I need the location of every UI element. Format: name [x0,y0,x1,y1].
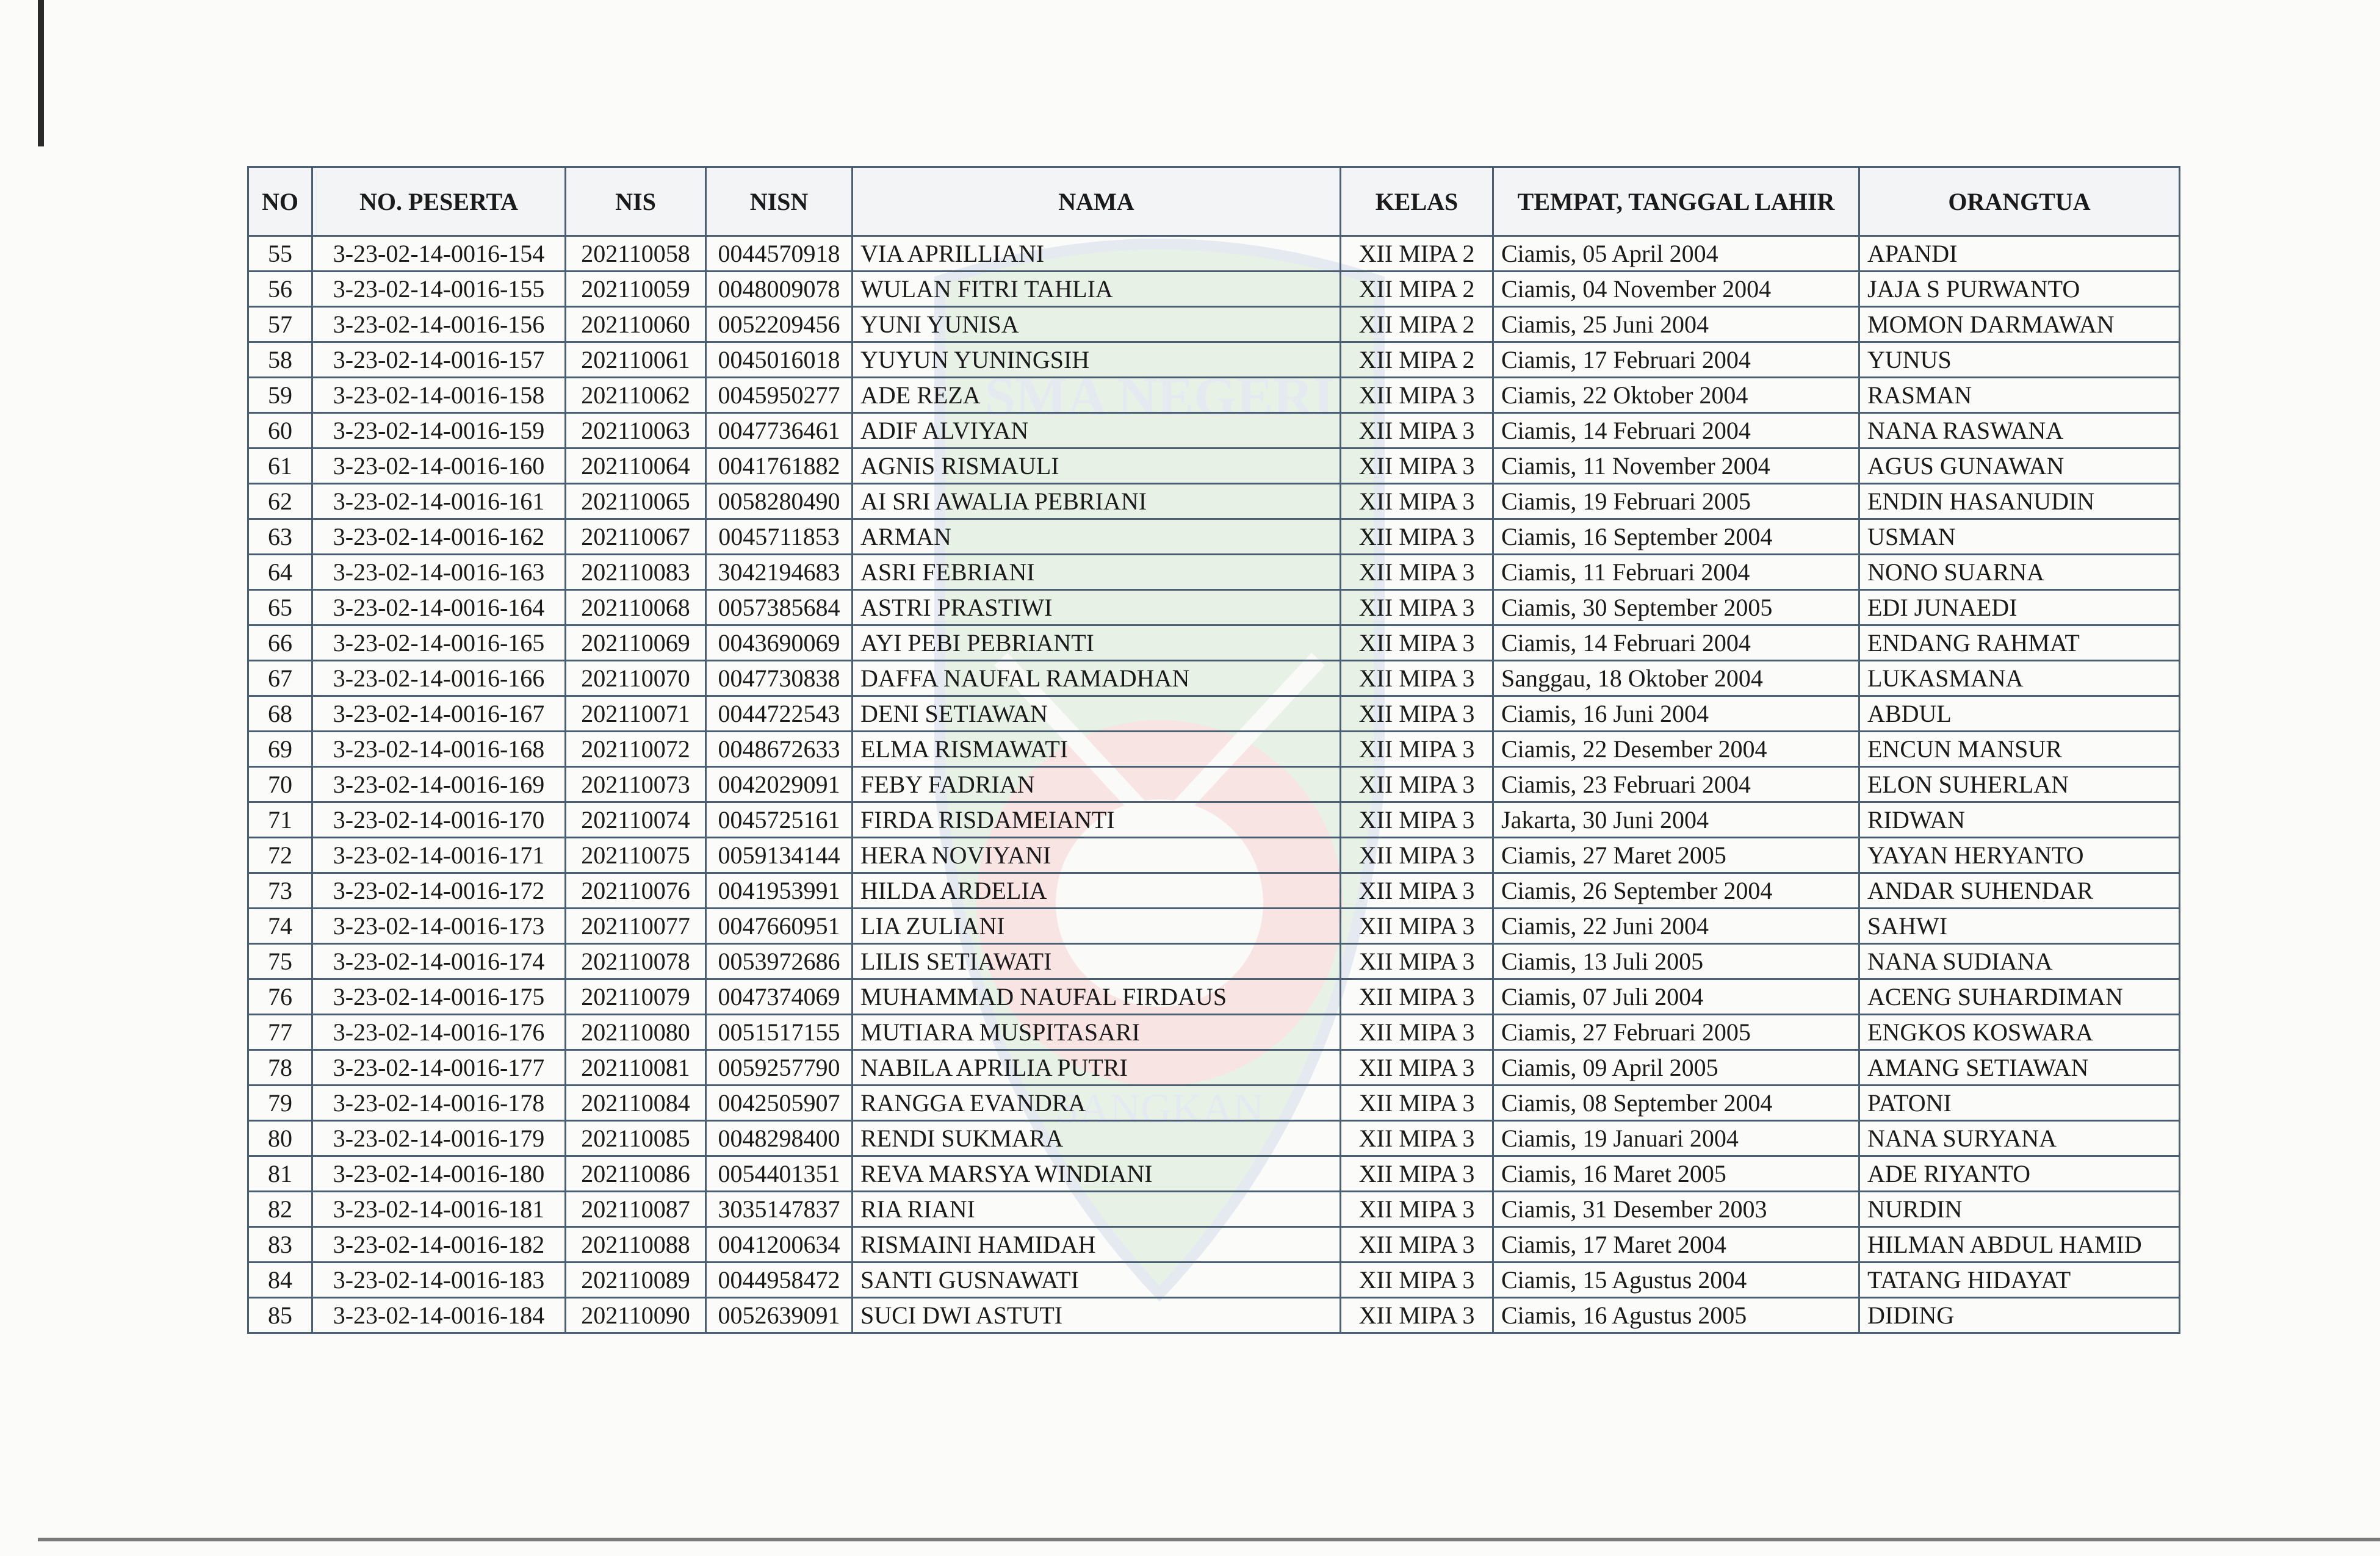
row-no-peserta: 3-23-02-14-0016-157 [312,342,566,378]
row-tempat-tanggal-lahir: Ciamis, 30 September 2005 [1493,590,1859,625]
row-no-peserta: 3-23-02-14-0016-159 [312,413,566,448]
row-orangtua: NURDIN [1859,1192,2180,1227]
row-nama: LILIS SETIAWATI [853,944,1341,979]
row-tempat-tanggal-lahir: Ciamis, 08 September 2004 [1493,1086,1859,1121]
row-nisn: 0044958472 [706,1262,853,1298]
row-no-peserta: 3-23-02-14-0016-170 [312,802,566,838]
row-no-peserta: 3-23-02-14-0016-155 [312,272,566,307]
row-no: 65 [248,590,312,625]
table-body [248,236,2180,1333]
row-no-peserta: 3-23-02-14-0016-175 [312,979,566,1015]
row-nis: 202110060 [566,307,706,342]
row-orangtua: EDI JUNAEDI [1859,590,2180,625]
table-row [248,272,2180,307]
table-row [248,555,2180,590]
row-nis: 202110081 [566,1050,706,1086]
row-nis: 202110073 [566,767,706,802]
scan-edge-bottom [38,1538,2380,1541]
row-no-peserta: 3-23-02-14-0016-182 [312,1227,566,1262]
scan-edge-left [38,0,44,146]
row-nisn: 0059257790 [706,1050,853,1086]
row-tempat-tanggal-lahir: Ciamis, 25 Juni 2004 [1493,307,1859,342]
row-no-peserta: 3-23-02-14-0016-165 [312,625,566,661]
row-nisn: 0048298400 [706,1121,853,1156]
row-no: 71 [248,802,312,838]
row-no: 72 [248,838,312,873]
row-no-peserta: 3-23-02-14-0016-183 [312,1262,566,1298]
row-tempat-tanggal-lahir: Ciamis, 09 April 2005 [1493,1050,1859,1086]
row-no-peserta: 3-23-02-14-0016-173 [312,909,566,944]
row-nama: REVA MARSYA WINDIANI [853,1156,1341,1192]
row-nisn: 0045725161 [706,802,853,838]
table-row [248,909,2180,944]
row-nama: ADIF ALVIYAN [853,413,1341,448]
row-tempat-tanggal-lahir: Ciamis, 11 Februari 2004 [1493,555,1859,590]
row-no: 62 [248,484,312,519]
table-row [248,1262,2180,1298]
row-orangtua: APANDI [1859,236,2180,272]
row-nama: DAFFA NAUFAL RAMADHAN [853,661,1341,696]
row-orangtua: TATANG HIDAYAT [1859,1262,2180,1298]
row-nama: AI SRI AWALIA PEBRIANI [853,484,1341,519]
row-nisn: 0045016018 [706,342,853,378]
row-tempat-tanggal-lahir: Ciamis, 16 September 2004 [1493,519,1859,555]
row-kelas: XII MIPA 3 [1341,1086,1493,1121]
row-no-peserta: 3-23-02-14-0016-174 [312,944,566,979]
row-nis: 202110068 [566,590,706,625]
table-row [248,378,2180,413]
row-nama: YUNI YUNISA [853,307,1341,342]
row-kelas: XII MIPA 3 [1341,979,1493,1015]
row-kelas: XII MIPA 2 [1341,342,1493,378]
row-kelas: XII MIPA 3 [1341,519,1493,555]
row-orangtua: ENDIN HASANUDIN [1859,484,2180,519]
row-orangtua: NANA SURYANA [1859,1121,2180,1156]
header-nis: NIS [566,167,706,236]
row-nisn: 0053972686 [706,944,853,979]
row-tempat-tanggal-lahir: Ciamis, 14 Februari 2004 [1493,413,1859,448]
row-no: 82 [248,1192,312,1227]
table-row [248,590,2180,625]
row-kelas: XII MIPA 2 [1341,307,1493,342]
row-no-peserta: 3-23-02-14-0016-161 [312,484,566,519]
row-nisn: 0048009078 [706,272,853,307]
row-orangtua: ENCUN MANSUR [1859,732,2180,767]
row-tempat-tanggal-lahir: Ciamis, 19 Februari 2005 [1493,484,1859,519]
row-no-peserta: 3-23-02-14-0016-184 [312,1298,566,1333]
row-no-peserta: 3-23-02-14-0016-178 [312,1086,566,1121]
row-kelas: XII MIPA 3 [1341,1015,1493,1050]
row-nama: LIA ZULIANI [853,909,1341,944]
row-no-peserta: 3-23-02-14-0016-162 [312,519,566,555]
row-orangtua: MOMON DARMAWAN [1859,307,2180,342]
row-nis: 202110079 [566,979,706,1015]
row-nisn: 3042194683 [706,555,853,590]
row-tempat-tanggal-lahir: Ciamis, 22 Oktober 2004 [1493,378,1859,413]
row-nis: 202110080 [566,1015,706,1050]
row-nisn: 0045711853 [706,519,853,555]
table-row [248,802,2180,838]
row-nama: ADE REZA [853,378,1341,413]
row-nama: ELMA RISMAWATI [853,732,1341,767]
table-row [248,1192,2180,1227]
row-kelas: XII MIPA 3 [1341,696,1493,732]
row-nis: 202110064 [566,448,706,484]
table-row [248,413,2180,448]
row-nama: HERA NOVIYANI [853,838,1341,873]
row-kelas: XII MIPA 3 [1341,661,1493,696]
row-no: 85 [248,1298,312,1333]
watermark-motto-text: SANGKAN [1055,1086,1264,1133]
row-nama: FIRDA RISDAMEIANTI [853,802,1341,838]
row-no: 84 [248,1262,312,1298]
row-no: 78 [248,1050,312,1086]
row-orangtua: YUNUS [1859,342,2180,378]
row-no: 79 [248,1086,312,1121]
row-nisn: 0054401351 [706,1156,853,1192]
row-orangtua: PATONI [1859,1086,2180,1121]
row-no: 67 [248,661,312,696]
row-tempat-tanggal-lahir: Ciamis, 17 Maret 2004 [1493,1227,1859,1262]
row-orangtua: YAYAN HERYANTO [1859,838,2180,873]
row-nis: 202110063 [566,413,706,448]
table-row [248,979,2180,1015]
row-no-peserta: 3-23-02-14-0016-179 [312,1121,566,1156]
row-tempat-tanggal-lahir: Ciamis, 13 Juli 2005 [1493,944,1859,979]
row-tempat-tanggal-lahir: Ciamis, 23 Februari 2004 [1493,767,1859,802]
row-nama: WULAN FITRI TAHLIA [853,272,1341,307]
row-orangtua: AGUS GUNAWAN [1859,448,2180,484]
row-orangtua: NANA RASWANA [1859,413,2180,448]
row-kelas: XII MIPA 3 [1341,909,1493,944]
row-no: 56 [248,272,312,307]
table-row [248,625,2180,661]
row-tempat-tanggal-lahir: Ciamis, 26 September 2004 [1493,873,1859,909]
row-nisn: 0041953991 [706,873,853,909]
row-no-peserta: 3-23-02-14-0016-167 [312,696,566,732]
row-nis: 202110078 [566,944,706,979]
row-nis: 202110070 [566,661,706,696]
row-no: 59 [248,378,312,413]
row-no: 70 [248,767,312,802]
row-no-peserta: 3-23-02-14-0016-154 [312,236,566,272]
row-no-peserta: 3-23-02-14-0016-169 [312,767,566,802]
row-kelas: XII MIPA 3 [1341,1262,1493,1298]
row-nama: YUYUN YUNINGSIH [853,342,1341,378]
row-nama: SUCI DWI ASTUTI [853,1298,1341,1333]
table-row [248,1121,2180,1156]
row-orangtua: NANA SUDIANA [1859,944,2180,979]
row-nis: 202110062 [566,378,706,413]
row-kelas: XII MIPA 3 [1341,1192,1493,1227]
row-no: 64 [248,555,312,590]
header-tempat-tanggal-lahir: TEMPAT, TANGGAL LAHIR [1493,167,1859,236]
row-nama: MUTIARA MUSPITASARI [853,1015,1341,1050]
row-no-peserta: 3-23-02-14-0016-172 [312,873,566,909]
row-tempat-tanggal-lahir: Ciamis, 07 Juli 2004 [1493,979,1859,1015]
row-tempat-tanggal-lahir: Ciamis, 31 Desember 2003 [1493,1192,1859,1227]
row-no: 63 [248,519,312,555]
row-kelas: XII MIPA 3 [1341,873,1493,909]
row-nama: VIA APRILLIANI [853,236,1341,272]
row-tempat-tanggal-lahir: Ciamis, 14 Februari 2004 [1493,625,1859,661]
row-tempat-tanggal-lahir: Ciamis, 27 Maret 2005 [1493,838,1859,873]
row-nisn: 0058280490 [706,484,853,519]
table-header-row [248,167,2180,236]
row-no: 80 [248,1121,312,1156]
row-tempat-tanggal-lahir: Sanggau, 18 Oktober 2004 [1493,661,1859,696]
row-nama: DENI SETIAWAN [853,696,1341,732]
row-no-peserta: 3-23-02-14-0016-164 [312,590,566,625]
row-orangtua: SAHWI [1859,909,2180,944]
row-kelas: XII MIPA 3 [1341,625,1493,661]
row-nis: 202110069 [566,625,706,661]
row-nama: AYI PEBI PEBRIANTI [853,625,1341,661]
row-tempat-tanggal-lahir: Ciamis, 16 Maret 2005 [1493,1156,1859,1192]
row-nis: 202110071 [566,696,706,732]
header-nisn: NISN [706,167,853,236]
row-nama: RIA RIANI [853,1192,1341,1227]
header-orangtua: ORANGTUA [1859,167,2180,236]
row-kelas: XII MIPA 3 [1341,1156,1493,1192]
row-nisn: 0042029091 [706,767,853,802]
row-nama: RANGGA EVANDRA [853,1086,1341,1121]
row-nisn: 0047736461 [706,413,853,448]
row-kelas: XII MIPA 3 [1341,838,1493,873]
row-no: 81 [248,1156,312,1192]
row-orangtua: HILMAN ABDUL HAMID [1859,1227,2180,1262]
row-kelas: XII MIPA 3 [1341,1227,1493,1262]
row-kelas: XII MIPA 3 [1341,378,1493,413]
header-no-peserta: NO. PESERTA [312,167,566,236]
table-row [248,732,2180,767]
row-nis: 202110058 [566,236,706,272]
row-tempat-tanggal-lahir: Ciamis, 27 Februari 2005 [1493,1015,1859,1050]
row-no-peserta: 3-23-02-14-0016-158 [312,378,566,413]
row-nama: RISMAINI HAMIDAH [853,1227,1341,1262]
row-nis: 202110088 [566,1227,706,1262]
row-kelas: XII MIPA 2 [1341,236,1493,272]
row-orangtua: RIDWAN [1859,802,2180,838]
row-nis: 202110077 [566,909,706,944]
row-nama: ASRI FEBRIANI [853,555,1341,590]
row-no: 75 [248,944,312,979]
row-nisn: 0059134144 [706,838,853,873]
row-orangtua: ABDUL [1859,696,2180,732]
row-nama: ARMAN [853,519,1341,555]
table-row [248,1015,2180,1050]
row-orangtua: USMAN [1859,519,2180,555]
row-kelas: XII MIPA 3 [1341,767,1493,802]
row-no: 57 [248,307,312,342]
row-no: 74 [248,909,312,944]
row-nama: AGNIS RISMAULI [853,448,1341,484]
row-nis: 202110085 [566,1121,706,1156]
row-tempat-tanggal-lahir: Ciamis, 22 Juni 2004 [1493,909,1859,944]
row-tempat-tanggal-lahir: Ciamis, 17 Februari 2004 [1493,342,1859,378]
row-kelas: XII MIPA 3 [1341,448,1493,484]
row-tempat-tanggal-lahir: Ciamis, 11 November 2004 [1493,448,1859,484]
table-row [248,1156,2180,1192]
row-kelas: XII MIPA 3 [1341,1050,1493,1086]
row-nisn: 0047374069 [706,979,853,1015]
row-no: 61 [248,448,312,484]
row-orangtua: ACENG SUHARDIMAN [1859,979,2180,1015]
row-nis: 202110074 [566,802,706,838]
row-tempat-tanggal-lahir: Jakarta, 30 Juni 2004 [1493,802,1859,838]
row-nama: NABILA APRILIA PUTRI [853,1050,1341,1086]
row-tempat-tanggal-lahir: Ciamis, 16 Juni 2004 [1493,696,1859,732]
row-nisn: 0041761882 [706,448,853,484]
row-orangtua: ENGKOS KOSWARA [1859,1015,2180,1050]
row-no-peserta: 3-23-02-14-0016-163 [312,555,566,590]
row-orangtua: AMANG SETIAWAN [1859,1050,2180,1086]
row-nis: 202110084 [566,1086,706,1121]
row-orangtua: ENDANG RAHMAT [1859,625,2180,661]
student-roster-table [247,166,2180,1334]
table-row [248,484,2180,519]
table-row [248,873,2180,909]
row-nisn: 0048672633 [706,732,853,767]
row-no: 68 [248,696,312,732]
row-tempat-tanggal-lahir: Ciamis, 19 Januari 2004 [1493,1121,1859,1156]
table-row [248,767,2180,802]
row-nisn: 0052639091 [706,1298,853,1333]
row-nis: 202110075 [566,838,706,873]
row-nama: FEBY FADRIAN [853,767,1341,802]
row-orangtua: NONO SUARNA [1859,555,2180,590]
row-no: 76 [248,979,312,1015]
row-tempat-tanggal-lahir: Ciamis, 04 November 2004 [1493,272,1859,307]
row-nama: SANTI GUSNAWATI [853,1262,1341,1298]
row-nis: 202110087 [566,1192,706,1227]
table-row [248,944,2180,979]
row-no: 77 [248,1015,312,1050]
row-nis: 202110083 [566,555,706,590]
row-nisn: 0045950277 [706,378,853,413]
header-no: NO [248,167,312,236]
row-tempat-tanggal-lahir: Ciamis, 15 Agustus 2004 [1493,1262,1859,1298]
row-no-peserta: 3-23-02-14-0016-181 [312,1192,566,1227]
row-nisn: 0044722543 [706,696,853,732]
row-nis: 202110086 [566,1156,706,1192]
row-orangtua: DIDING [1859,1298,2180,1333]
header-kelas: KELAS [1341,167,1493,236]
row-nisn: 0043690069 [706,625,853,661]
row-orangtua: RASMAN [1859,378,2180,413]
row-kelas: XII MIPA 3 [1341,1121,1493,1156]
header-nama: NAMA [853,167,1341,236]
table-row [248,838,2180,873]
row-kelas: XII MIPA 3 [1341,944,1493,979]
row-nama: MUHAMMAD NAUFAL FIRDAUS [853,979,1341,1015]
row-nisn: 0041200634 [706,1227,853,1262]
row-no: 69 [248,732,312,767]
row-nisn: 0051517155 [706,1015,853,1050]
row-nisn: 0044570918 [706,236,853,272]
row-kelas: XII MIPA 3 [1341,802,1493,838]
row-nama: RENDI SUKMARA [853,1121,1341,1156]
row-orangtua: JAJA S PURWANTO [1859,272,2180,307]
row-nisn: 3035147837 [706,1192,853,1227]
row-kelas: XII MIPA 3 [1341,555,1493,590]
row-no: 58 [248,342,312,378]
table-row [248,1298,2180,1333]
row-nis: 202110072 [566,732,706,767]
row-nama: ASTRI PRASTIWI [853,590,1341,625]
table-row [248,236,2180,272]
row-no: 83 [248,1227,312,1262]
row-no: 73 [248,873,312,909]
row-no-peserta: 3-23-02-14-0016-168 [312,732,566,767]
row-nis: 202110089 [566,1262,706,1298]
row-kelas: XII MIPA 3 [1341,413,1493,448]
row-orangtua: LUKASMANA [1859,661,2180,696]
table-row [248,1086,2180,1121]
table-row [248,696,2180,732]
row-tempat-tanggal-lahir: Ciamis, 16 Agustus 2005 [1493,1298,1859,1333]
row-no: 55 [248,236,312,272]
row-nisn: 0057385684 [706,590,853,625]
row-orangtua: ANDAR SUHENDAR [1859,873,2180,909]
row-no: 60 [248,413,312,448]
row-orangtua: ELON SUHERLAN [1859,767,2180,802]
row-no-peserta: 3-23-02-14-0016-156 [312,307,566,342]
row-nama: HILDA ARDELIA [853,873,1341,909]
row-no-peserta: 3-23-02-14-0016-177 [312,1050,566,1086]
row-orangtua: ADE RIYANTO [1859,1156,2180,1192]
row-no-peserta: 3-23-02-14-0016-180 [312,1156,566,1192]
row-kelas: XII MIPA 3 [1341,590,1493,625]
row-kelas: XII MIPA 2 [1341,272,1493,307]
row-nis: 202110090 [566,1298,706,1333]
watermark-school-text: SMA NEGERI [984,367,1335,427]
row-no-peserta: 3-23-02-14-0016-171 [312,838,566,873]
row-kelas: XII MIPA 3 [1341,484,1493,519]
row-no-peserta: 3-23-02-14-0016-166 [312,661,566,696]
table-row [248,448,2180,484]
table-row [248,519,2180,555]
row-nisn: 0047660951 [706,909,853,944]
row-no-peserta: 3-23-02-14-0016-176 [312,1015,566,1050]
table-row [248,661,2180,696]
row-nis: 202110076 [566,873,706,909]
table-row [248,342,2180,378]
row-no: 66 [248,625,312,661]
row-tempat-tanggal-lahir: Ciamis, 05 April 2004 [1493,236,1859,272]
row-kelas: XII MIPA 3 [1341,1298,1493,1333]
row-kelas: XII MIPA 3 [1341,732,1493,767]
table-row [248,1050,2180,1086]
row-tempat-tanggal-lahir: Ciamis, 22 Desember 2004 [1493,732,1859,767]
row-nisn: 0052209456 [706,307,853,342]
row-nis: 202110061 [566,342,706,378]
row-nis: 202110065 [566,484,706,519]
row-nis: 202110059 [566,272,706,307]
table-row [248,1227,2180,1262]
row-nisn: 0047730838 [706,661,853,696]
row-nis: 202110067 [566,519,706,555]
row-no-peserta: 3-23-02-14-0016-160 [312,448,566,484]
table-row [248,307,2180,342]
row-nisn: 0042505907 [706,1086,853,1121]
